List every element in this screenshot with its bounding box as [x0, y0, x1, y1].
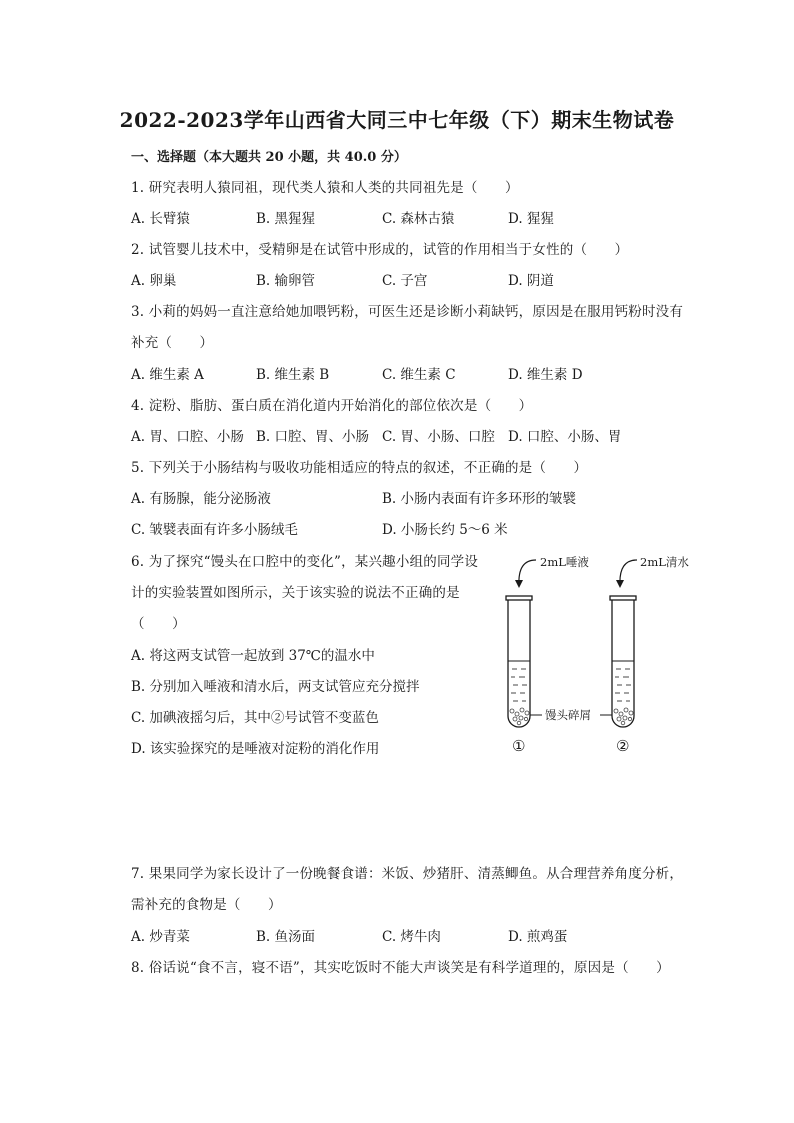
question-6-stem-line1: 6. 为了探究“馒头在口腔中的变化”，某兴趣小组的同学设	[131, 554, 479, 570]
tube-number-2: ②	[616, 737, 630, 755]
q7-option-d[interactable]: D. 煎鸡蛋	[508, 929, 568, 945]
q4-option-a[interactable]: A. 胃、口腔、小肠	[131, 429, 244, 445]
question-4-stem: 4. 淀粉、脂肪、蛋白质在消化道内开始消化的部位依次是（ ）	[131, 398, 533, 414]
question-2-stem: 2. 试管婴儿技术中，受精卵是在试管中形成的，试管的作用相当于女性的（ ）	[131, 242, 629, 258]
section-heading: 一、选择题（本大题共 20 小题，共 40.0 分）	[131, 150, 407, 165]
q6-option-d[interactable]: D. 该实验探究的是唾液对淀粉的消化作用	[131, 741, 380, 757]
q5-option-d[interactable]: D. 小肠长约 5～6 米	[382, 522, 508, 538]
q4-option-d[interactable]: D. 口腔、小肠、胃	[508, 429, 622, 445]
test-tube-1	[506, 596, 532, 727]
experiment-figure	[490, 548, 700, 763]
q6-option-c[interactable]: C. 加碘液摇匀后，其中②号试管不变蓝色	[131, 710, 379, 726]
q2-option-b[interactable]: B. 输卵管	[256, 273, 316, 289]
question-7-stem-line2: 需补充的食物是（ ）	[131, 897, 282, 913]
question-1-stem: 1. 研究表明人猿同祖，现代类人猿和人类的共同祖先是（ ）	[131, 180, 519, 196]
arrow-right-icon	[616, 560, 637, 588]
q1-option-a[interactable]: A. 长臂猿	[131, 211, 190, 227]
test-tube-2	[610, 596, 636, 727]
page-title: 2022-2023学年山西省大同三中七年级（下）期末生物试卷	[119, 108, 675, 132]
q5-option-b[interactable]: B. 小肠内表面有许多环形的皱襞	[382, 491, 577, 507]
question-6-stem-line3: （ ）	[131, 616, 186, 632]
q5-option-c[interactable]: C. 皱襞表面有许多小肠绒毛	[131, 522, 298, 538]
question-3-stem-line2: 补充（ ）	[131, 335, 214, 351]
question-5-stem: 5. 下列关于小肠结构与吸收功能相适应的特点的叙述，不正确的是（ ）	[131, 460, 588, 476]
q3-option-b[interactable]: B. 维生素 B	[256, 367, 330, 383]
question-7-stem-line1: 7. 果果同学为家长设计了一份晚餐食谱：米饭、炒猪肝、清蒸鲫鱼。从合理营养角度分析，	[131, 866, 684, 882]
q3-option-d[interactable]: D. 维生素 D	[508, 367, 583, 383]
q2-option-d[interactable]: D. 阴道	[508, 273, 554, 289]
question-8-stem: 8. 俗话说“食不言，寝不语”，其实吃饭时不能大声谈笑是有科学道理的，原因是（ ）	[131, 960, 670, 976]
q1-option-c[interactable]: C. 森林古猿	[382, 211, 455, 227]
q2-option-a[interactable]: A. 卵巢	[131, 273, 177, 289]
q6-option-b[interactable]: B. 分别加入唾液和清水后，两支试管应充分搅拌	[131, 679, 420, 695]
question-6-stem-line2: 计的实验装置如图所示，关于该实验的说法不正确的是	[131, 585, 460, 601]
arrow-left-icon	[515, 560, 536, 588]
q1-option-b[interactable]: B. 黑猩猩	[256, 211, 316, 227]
label-saliva: 2mL唾液	[540, 555, 589, 569]
q3-option-c[interactable]: C. 维生素 C	[382, 367, 456, 383]
q7-option-a[interactable]: A. 炒青菜	[131, 929, 190, 945]
q4-option-b[interactable]: B. 口腔、胃、小肠	[256, 429, 370, 445]
q4-option-c[interactable]: C. 胃、小肠、口腔	[382, 429, 495, 445]
q6-option-a[interactable]: A. 将这两支试管一起放到 37℃的温水中	[131, 648, 375, 664]
q3-option-a[interactable]: A. 维生素 A	[131, 367, 204, 383]
q1-option-d[interactable]: D. 猩猩	[508, 211, 554, 227]
q7-option-b[interactable]: B. 鱼汤面	[256, 929, 316, 945]
label-water: 2mL清水	[640, 555, 689, 569]
tube-number-1: ①	[512, 737, 526, 755]
q7-option-c[interactable]: C. 烤牛肉	[382, 929, 441, 945]
label-bread-crumbs: 馒头碎屑	[545, 708, 591, 722]
q5-option-a[interactable]: A. 有肠腺，能分泌肠液	[131, 491, 271, 507]
question-3-stem-line1: 3. 小莉的妈妈一直注意给她加喂钙粉，可医生还是诊断小莉缺钙，原因是在服用钙粉时没有	[131, 304, 684, 320]
q2-option-c[interactable]: C. 子宫	[382, 273, 428, 289]
